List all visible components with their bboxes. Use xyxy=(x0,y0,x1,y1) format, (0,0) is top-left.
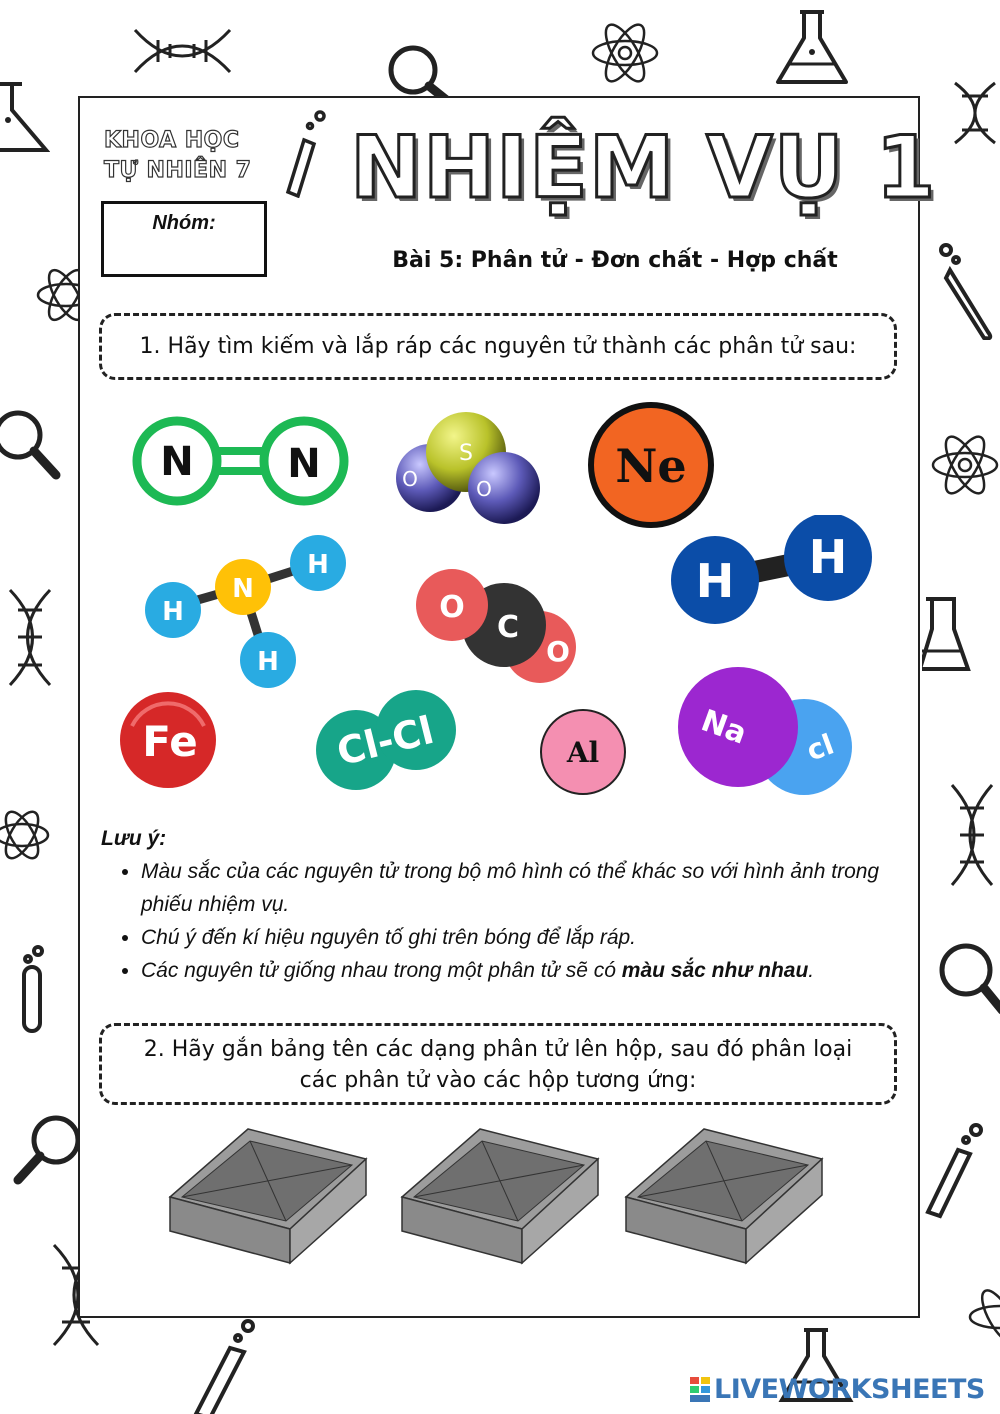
watermark-text: LIVEWORKSHEETS xyxy=(714,1374,985,1405)
task-2-instruction xyxy=(99,1023,897,1105)
atom-icon xyxy=(590,18,660,88)
atom-label: O xyxy=(439,590,465,625)
molecule-ne[interactable] xyxy=(586,400,716,530)
molecule-al[interactable] xyxy=(538,708,628,798)
atom-label: cl xyxy=(802,727,839,768)
atom-label: H xyxy=(307,550,329,580)
magnifier-icon xyxy=(383,40,453,100)
subject-line-1: KHOA HỌC xyxy=(104,128,240,153)
liveworksheets-icon xyxy=(690,1377,710,1403)
atom-label: Na xyxy=(696,703,752,752)
atom-label: N xyxy=(232,574,254,604)
test-tube-icon xyxy=(18,945,48,1035)
atom-label: H xyxy=(257,647,279,677)
atom-label: H xyxy=(162,597,184,627)
dna-icon xyxy=(130,20,235,82)
atom-label: C xyxy=(496,610,520,645)
task-1-instruction: 1. Hãy tìm kiếm và lắp ráp các nguyên tử thành các phân tử sau: xyxy=(99,313,897,380)
atom-label: Ne xyxy=(615,439,687,493)
atom-label: O xyxy=(546,635,570,668)
molecule-n2[interactable] xyxy=(132,415,350,507)
test-tube-icon xyxy=(920,1120,990,1220)
sorting-box-2[interactable] xyxy=(398,1125,602,1265)
atom-label: H xyxy=(695,554,735,608)
magnifier-icon xyxy=(932,940,1000,1020)
magnifier-icon xyxy=(0,405,64,485)
page-title: NHIỆM VỤ 1 xyxy=(350,118,937,218)
atom-label: Cl-Cl xyxy=(332,707,438,775)
magnifier-icon xyxy=(12,1108,78,1188)
group-name-box[interactable] xyxy=(101,201,267,277)
molecule-cl2[interactable] xyxy=(308,688,463,793)
atom-label: S xyxy=(459,441,473,466)
sorting-box-3[interactable] xyxy=(622,1125,826,1265)
molecule-nh3[interactable] xyxy=(143,535,353,690)
note-item xyxy=(141,921,901,954)
dna-icon xyxy=(944,780,1000,890)
molecule-fe[interactable] xyxy=(118,690,218,790)
atom-label: O xyxy=(402,467,418,491)
subject-label xyxy=(104,126,251,186)
note-text: Chú ý đến kí hiệu nguyên tố ghi trên bóng để lắp ráp. xyxy=(141,926,637,949)
notes-title: Lưu ý: xyxy=(101,827,167,850)
note-item xyxy=(141,954,901,987)
atom-label: Al xyxy=(566,736,600,769)
subject-line-2: TỰ NHIÊN 7 xyxy=(104,158,252,183)
molecule-co2[interactable] xyxy=(412,565,584,685)
atom-label: N xyxy=(287,441,321,487)
group-label: Nhóm: xyxy=(152,212,216,234)
flask-icon xyxy=(772,8,852,88)
molecule-h2[interactable] xyxy=(670,515,875,625)
test-tube-icon xyxy=(936,240,1000,340)
notes-section xyxy=(101,822,901,987)
note-emphasis: màu sắc như nhau xyxy=(621,959,809,982)
atom-label: Fe xyxy=(142,717,198,766)
atom-icon xyxy=(930,430,1000,500)
flask-icon xyxy=(922,595,1000,675)
note-text: . xyxy=(808,959,815,982)
sorting-box-1[interactable] xyxy=(166,1125,370,1265)
task-2-line-2: các phân tử vào các hộp tương ứng: xyxy=(299,1068,697,1093)
lesson-subtitle: Bài 5: Phân tử - Đơn chất - Hợp chất xyxy=(392,248,838,273)
atom-label: O xyxy=(476,477,492,501)
note-text: Màu sắc của các nguyên tử trong bộ mô hình có thể khác so với hình ảnh trong phiếu nhiệm vụ. xyxy=(141,860,880,916)
test-tube-icon xyxy=(282,108,330,198)
atom-icon xyxy=(36,262,80,328)
atom-label: N xyxy=(160,439,194,485)
notes-list xyxy=(101,855,901,987)
molecule-nacl[interactable] xyxy=(676,665,856,795)
dna-icon xyxy=(0,585,60,690)
task-2-line-1: 2. Hãy gắn bảng tên các dạng phân tử lên hộp, sau đó phân loại xyxy=(143,1037,853,1062)
molecule-so2[interactable] xyxy=(392,410,542,525)
test-tube-icon xyxy=(190,1318,260,1414)
dna-icon xyxy=(950,78,1000,148)
liveworksheets-logo xyxy=(690,1374,985,1405)
atom-label: H xyxy=(808,530,848,584)
atom-icon xyxy=(966,1282,1000,1352)
note-item xyxy=(141,855,901,921)
flask-icon xyxy=(0,80,50,155)
atom-icon xyxy=(0,800,50,870)
note-text: Các nguyên tử giống nhau trong một phân tử sẽ có xyxy=(141,959,622,982)
